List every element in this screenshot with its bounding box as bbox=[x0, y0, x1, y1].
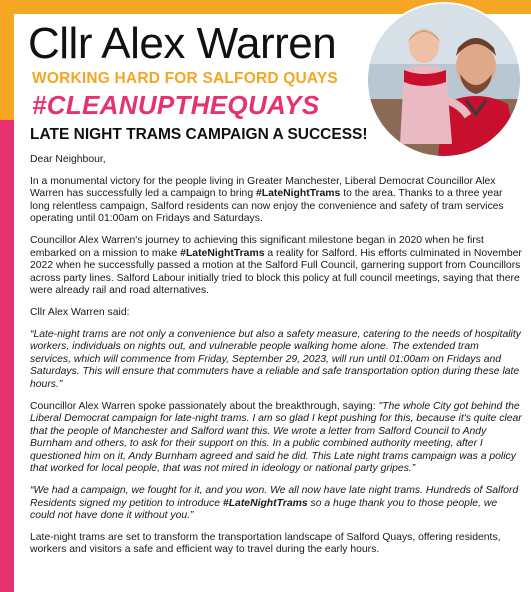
quote-text: so a huge thank you to those people, we could not have done it without you.” bbox=[30, 497, 498, 522]
paragraph-journey bbox=[30, 235, 522, 298]
headline: LATE NIGHT TRAMS CAMPAIGN A SUCCESS! bbox=[30, 126, 368, 143]
hashtag-late-night-trams: #LateNightTrams bbox=[256, 188, 341, 200]
said-intro: Cllr Alex Warren said: bbox=[30, 306, 130, 318]
paragraph-text: In a monumental victory for the people living in Greater Manchester, Liberal Democrat Councillor Alex Warren has successfully led a campaign to bring bbox=[30, 175, 496, 200]
quote-whole-city: "The whole City got behind the Liberal Democrat campaign for late-night trams. I am so glad I kept pushing for this, because it's quite clear that the people of Manchester and Salford want this. We wrote a letter from Salford Council to Andy Burnham and others, to ask for their support on this. In a public combined authority meeting, after I questioned him on it, Andy Burnham agreed and said he did. This Late night trams campaign was a policy that worked for local people, that was not mired in ideology or national party gripes.” bbox=[30, 400, 522, 475]
paragraph-text: a reality for Salford. His efforts culminated in November 2022 when he successfully passed a motion at the Salford Full Council, garnering support from Councillors across party lines. Salford Labour initially tried to block this policy at full council meetings, saying that there were already rail and road alternatives. bbox=[30, 247, 522, 297]
campaign-hashtag: #CLEANUPTHEQUAYS bbox=[32, 90, 320, 120]
hashtag-late-night-trams: #LateNightTrams bbox=[222, 497, 308, 509]
paragraph-breakthrough bbox=[30, 401, 522, 477]
quote-text: “We had a campaign, we fought for it, and you won. We all now have late night trams. Hundreds of Salford Residents signed my petition to introduce bbox=[30, 485, 519, 509]
councillor-name: Cllr Alex Warren bbox=[28, 19, 337, 68]
left-orange-band bbox=[0, 0, 14, 120]
hashtag-late-night-trams: #LateNightTrams bbox=[180, 247, 265, 259]
paragraph-text: Councillor Alex Warren spoke passionately about the breakthrough, saying: bbox=[30, 400, 379, 412]
greeting: Dear Neighbour, bbox=[30, 154, 106, 165]
tagline: WORKING HARD FOR SALFORD QUAYS bbox=[32, 70, 338, 87]
left-pink-band bbox=[0, 120, 14, 592]
paragraph-text: to the area. Thanks to a three year long relentless campaign, Salford residents can now enjoy the convenience and safety of tram services operating until 01:00am on Fridays and Saturdays. bbox=[30, 188, 504, 225]
header bbox=[24, 14, 364, 121]
quote-campaign bbox=[30, 485, 522, 523]
quote-safety: “Late-night trams are not only a convenience but also a safety measure, catering to the needs of hospitality workers, individuals on nights out, and vulnerable people walking home alone. The extended tram services, which will commence from Friday, September 29, 2023, will run until 01:00am on Fridays and Saturdays. This will ensure that commuters have a reliable and safe transportation option during these late hours.” bbox=[30, 328, 521, 390]
letter-body bbox=[30, 126, 522, 566]
paragraph-text: Councillor Alex Warren's journey to achieving this significant milestone began in 2020 when he first embarked on a mission to make bbox=[30, 234, 484, 259]
closing-paragraph: Late-night trams are set to transform the transportation landscape of Salford Quays, offering residents, workers and visitors a safe and efficient way to travel during the early hours. bbox=[30, 531, 501, 556]
paragraph-victory bbox=[30, 176, 522, 226]
